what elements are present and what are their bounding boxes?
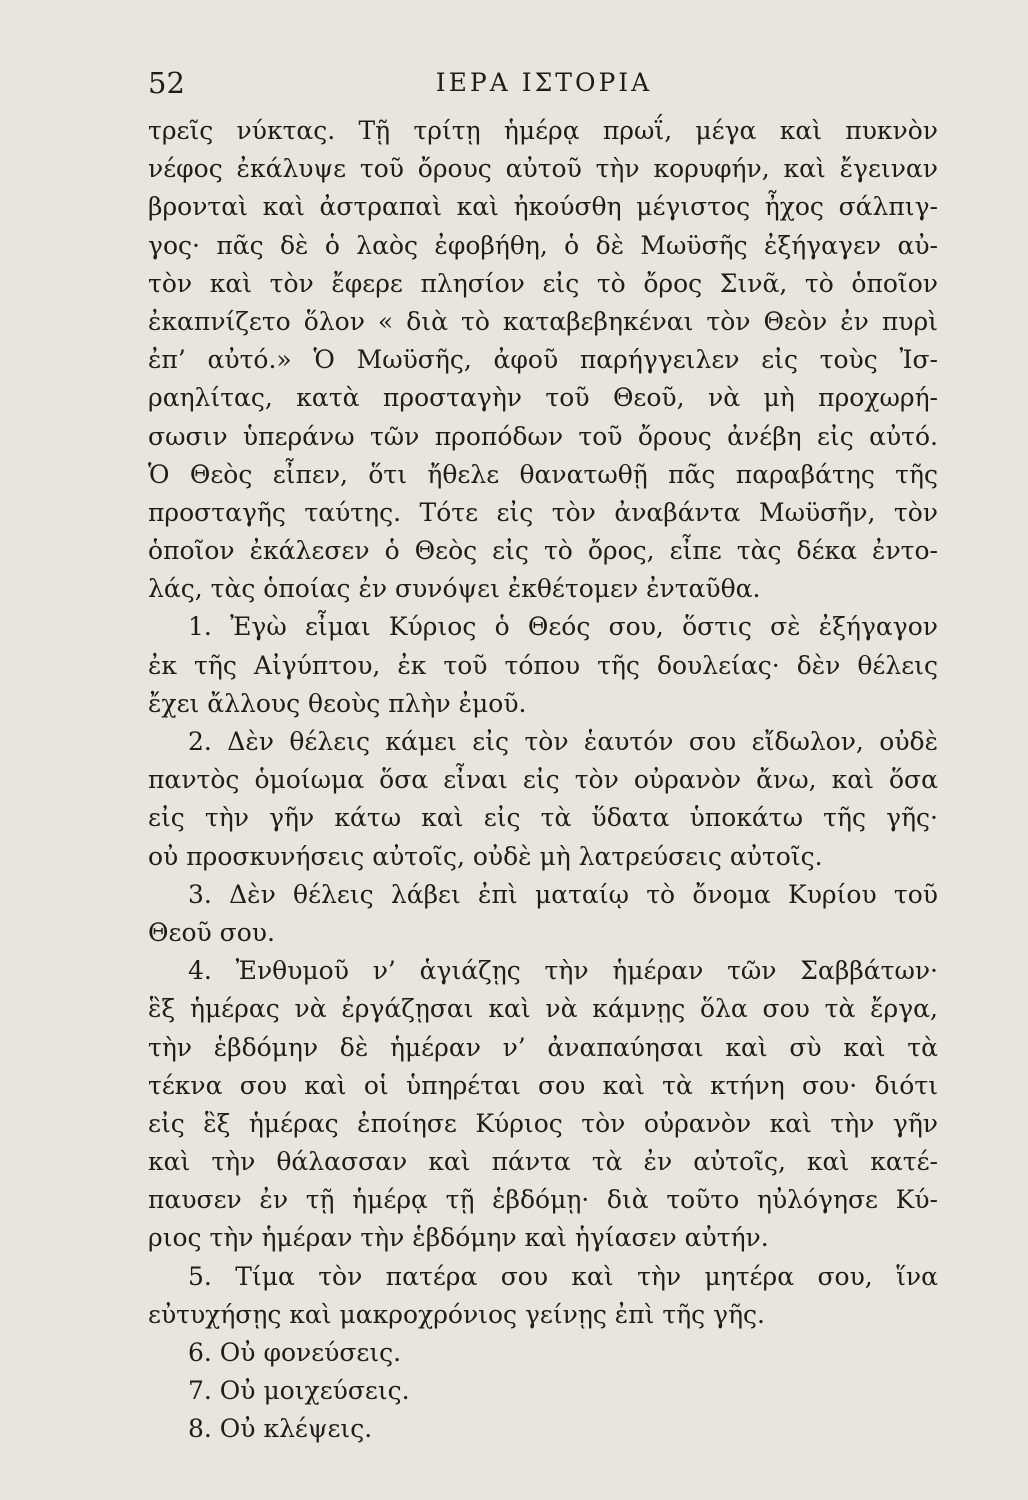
text-line: ἐκ τῆς Αἰγύπτου, ἐκ τοῦ τόπου τῆς δουλείας· δὲν θέλεις: [148, 650, 938, 680]
text-line: ἐκαπνίζετο ὅλον « διὰ τὸ καταβεβηκέναι τὸν Θεὸν ἐν πυρὶ: [148, 306, 938, 336]
text-line: παυσεν ἐν τῇ ἡμέρᾳ τῇ ἑβδόμῃ· διὰ τοῦτο ηὐλόγησε Κύ-: [148, 1185, 938, 1215]
text-line: τὴν ἑβδόμην δὲ ἡμέραν ν’ ἀναπαύησαι καὶ σὺ καὶ τὰ: [148, 1032, 938, 1062]
text-line: καὶ τὴν θάλασσαν καὶ πάντα τὰ ἐν αὐτοῖς, καὶ κατέ-: [148, 1147, 938, 1177]
text-line: ὁποῖον ἐκάλεσεν ὁ Θεὸς εἰς τὸ ὄρος, εἶπε τὰς δέκα ἐντο-: [148, 536, 938, 566]
text-line: βρονταὶ καὶ ἀστραπαὶ καὶ ἠκούσθη μέγιστος ἦχος σάλπιγ-: [148, 192, 938, 222]
text-line: τὸν καὶ τὸν ἔφερε πλησίον εἰς τὸ ὄρος Σινᾶ, τὸ ὁποῖον: [148, 268, 938, 298]
text-line: οὐ προσκυνήσεις αὐτοῖς, οὐδὲ μὴ λατρεύσεις αὐτοῖς.: [148, 841, 823, 871]
text-line: Ὁ Θεὸς εἶπεν, ὅτι ἤθελε θανατωθῇ πᾶς παραβάτης τῆς: [148, 459, 938, 489]
text-line: Θεοῦ σου.: [148, 917, 275, 947]
text-line: 1. Ἐγὼ εἶμαι Κύριος ὁ Θεός σου, ὅστις σὲ ἐξήγαγον: [188, 612, 938, 642]
text-line: ἓξ ἡμέρας νὰ ἐργάζῃσαι καὶ νὰ κάμνῃς ὅλα σου τὰ ἔργα,: [148, 994, 938, 1024]
text-line: τέκνα σου καὶ οἱ ὑπηρέται σου καὶ τὰ κτήνη σου· διότι: [148, 1070, 938, 1100]
text-line: 4. Ἐνθυμοῦ ν’ ἁγιάζῃς τὴν ἡμέραν τῶν Σαββάτων·: [188, 956, 938, 986]
text-line: ριος τὴν ἡμέραν τὴν ἑβδόμην καὶ ἡγίασεν αὐτήν.: [148, 1223, 769, 1253]
text-line: παντὸς ὁμοίωμα ὅσα εἶναι εἰς τὸν οὐρανὸν ἄνω, καὶ ὅσα: [148, 765, 938, 795]
text-line: λάς, τὰς ὁποίας ἐν συνόψει ἐκθέτομεν ἐνταῦθα.: [148, 574, 761, 604]
text-line: τρεῖς νύκτας. Τῇ τρίτῃ ἡμέρᾳ πρωΐ, μέγα καὶ πυκνὸν: [148, 116, 938, 145]
text-line: νέφος ἐκάλυψε τοῦ ὄρους αὐτοῦ τὴν κορυφήν, καὶ ἔγειναν: [148, 154, 938, 184]
page-number: 52: [148, 66, 185, 100]
text-line: ραηλίτας, κατὰ προσταγὴν τοῦ Θεοῦ, νὰ μὴ προχωρή-: [148, 383, 938, 413]
body-text: [148, 112, 938, 1449]
text-line: εἰς ἓξ ἡμέρας ἐποίησε Κύριος τὸν οὐρανὸν καὶ τὴν γῆν: [148, 1108, 938, 1138]
text-line: γος· πᾶς δὲ ὁ λαὸς ἐφοβήθη, ὁ δὲ Μωϋσῆς ἐξήγαγεν αὐ-: [148, 230, 938, 260]
text-line: 7. Οὐ μοιχεύσεις.: [188, 1376, 410, 1406]
text-line: εἰς τὴν γῆν κάτω καὶ εἰς τὰ ὕδατα ὑποκάτω τῆς γῆς·: [148, 803, 938, 833]
text-line: 3. Δὲν θέλεις λάβει ἐπὶ ματαίῳ τὸ ὄνομα Κυρίου τοῦ: [188, 879, 938, 909]
text-line: ἔχει ἄλλους θεοὺς πλὴν ἐμοῦ.: [148, 688, 527, 718]
text-line: 2. Δὲν θέλεις κάμει εἰς τὸν ἑαυτόν σου εἴδωλον, οὐδὲ: [188, 727, 938, 756]
page-header: [148, 66, 940, 106]
text-line: 5. Τίμα τὸν πατέρα σου καὶ τὴν μητέρα σου, ἵνα: [188, 1261, 938, 1291]
text-line: 6. Οὐ φονεύσεις.: [188, 1338, 402, 1367]
text-line: 8. Οὐ κλέψεις.: [188, 1414, 373, 1444]
text-line: σωσιν ὑπεράνω τῶν προπόδων τοῦ ὄρους ἀνέβη εἰς αὐτό.: [148, 421, 938, 451]
text-line: προσταγῆς ταύτης. Τότε εἰς τὸν ἀναβάντα Μωϋσῆν, τὸν: [148, 497, 938, 527]
running-head: ΙΕΡΑ ΙΣΤΟΡΙΑ: [435, 68, 653, 97]
text-line: ἐπ’ αὐτό.» Ὁ Μωϋσῆς, ἀφοῦ παρήγγειλεν εἰς τοὺς Ἰσ-: [148, 345, 938, 375]
text-line: εὐτυχήσῃς καὶ μακροχρόνιος γείνῃς ἐπὶ τῆς γῆς.: [148, 1299, 765, 1329]
